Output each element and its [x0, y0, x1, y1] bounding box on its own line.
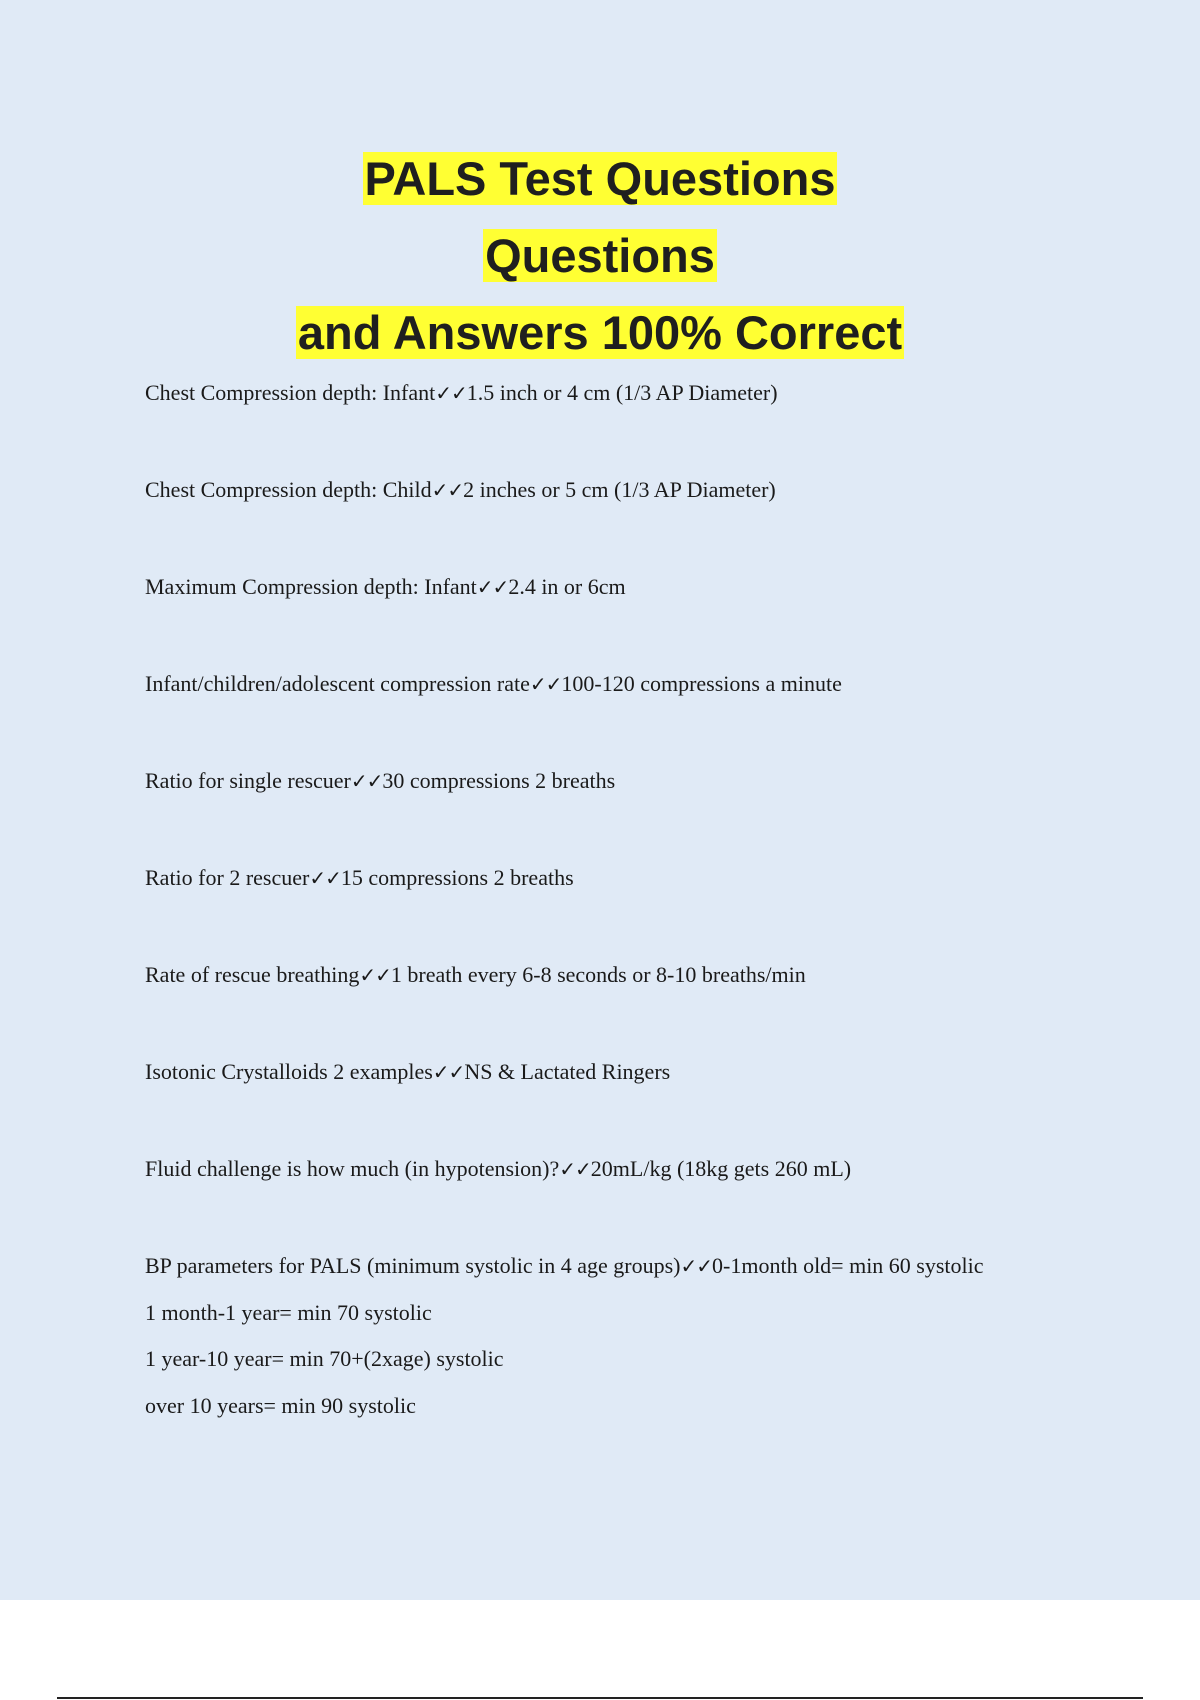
qa-item — [145, 661, 1145, 758]
qa-item — [145, 952, 1145, 1049]
answer-text: 1.5 inch or 4 cm (1/3 AP Diameter) — [466, 380, 778, 405]
double-check-icon: ✓✓ — [476, 575, 509, 599]
double-check-icon: ✓✓ — [309, 866, 341, 890]
question-text: BP parameters for PALS (minimum systolic in 4 age groups) — [145, 1253, 681, 1278]
answer-continuation: over 10 years= min 90 systolic — [145, 1392, 416, 1418]
answer-continuation: 1 year-10 year= min 70+(2xage) systolic — [145, 1346, 504, 1371]
qa-item — [145, 1049, 1145, 1146]
question-text: Ratio for 2 rescuer — [145, 865, 310, 890]
answer-text: 2.4 in or 6cm — [508, 574, 626, 599]
double-check-icon: ✓✓ — [680, 1254, 713, 1278]
double-check-icon: ✓✓ — [559, 1157, 591, 1181]
document-title — [0, 140, 1200, 371]
footer-divider — [57, 1697, 1143, 1699]
qa-item — [145, 370, 1145, 467]
title-line-3: and Answers 100% Correct — [297, 306, 903, 359]
qa-item — [145, 467, 1145, 564]
qa-item — [145, 564, 1145, 661]
question-text: Isotonic Crystalloids 2 examples — [145, 1059, 433, 1084]
question-text: Ratio for single rescuer — [145, 768, 351, 793]
qa-item — [145, 1146, 1145, 1243]
answer-text: 100-120 compressions a minute — [561, 671, 842, 696]
answer-continuation: 1 month-1 year= min 70 systolic — [145, 1299, 432, 1325]
answer-text: 1 breath every 6-8 seconds or 8-10 breaths/min — [390, 962, 806, 987]
double-check-icon: ✓✓ — [431, 478, 464, 502]
qa-list — [145, 370, 1145, 1429]
answer-text: 0-1month old= min 60 systolic — [712, 1253, 984, 1278]
title-line-2: Questions — [485, 229, 715, 282]
double-check-icon: ✓✓ — [529, 672, 562, 696]
title-line-1: PALS Test Questions — [364, 152, 836, 205]
double-check-icon: ✓✓ — [435, 381, 467, 405]
question-text: Chest Compression depth: Infant — [145, 380, 436, 405]
qa-item — [145, 1243, 1145, 1429]
answer-text: 20mL/kg (18kg gets 260 mL) — [590, 1156, 852, 1181]
question-text: Maximum Compression depth: Infant — [145, 574, 477, 599]
double-check-icon: ✓✓ — [350, 769, 383, 793]
answer-text: 15 compressions 2 breaths — [340, 865, 574, 890]
answer-text: NS & Lactated Ringers — [464, 1059, 671, 1084]
answer-text: 2 inches or 5 cm (1/3 AP Diameter) — [463, 477, 776, 502]
question-text: Rate of rescue breathing — [145, 962, 360, 987]
double-check-icon: ✓✓ — [359, 963, 391, 987]
double-check-icon: ✓✓ — [432, 1060, 465, 1084]
qa-item — [145, 758, 1145, 855]
question-text: Chest Compression depth: Child — [145, 477, 432, 502]
question-text: Fluid challenge is how much (in hypotension)? — [145, 1156, 560, 1181]
answer-text: 30 compressions 2 breaths — [382, 768, 616, 793]
question-text: Infant/children/adolescent compression rate — [145, 671, 530, 696]
qa-item — [145, 855, 1145, 952]
